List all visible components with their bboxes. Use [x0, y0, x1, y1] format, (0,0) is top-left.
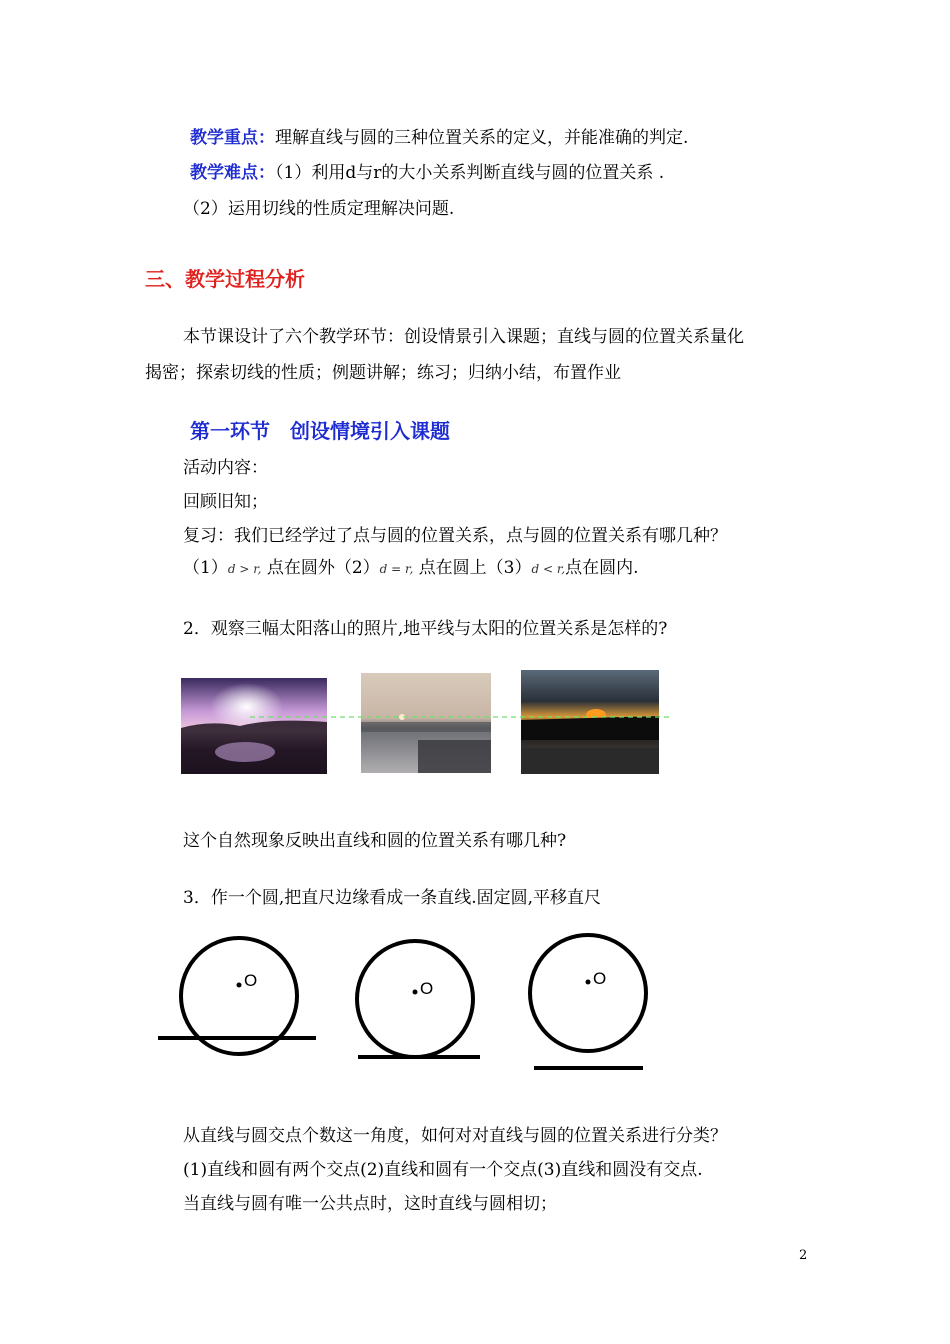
diagram-secant	[158, 938, 316, 1054]
classify-answer: (1)直线和圆有两个交点(2)直线和圆有一个交点(3)直线和圆没有交点.	[183, 1160, 703, 1180]
case-1-math: d > r,	[227, 562, 262, 576]
sunset-photo-1	[181, 678, 327, 774]
sunset-photo-3	[521, 670, 659, 774]
point-circle-cases	[183, 556, 639, 581]
stage-title: 第一环节 创设情境引入课题	[190, 419, 450, 443]
intro-line-2: 揭密；探索切线的性质；例题讲解；练习；归纳小结，布置作业	[145, 363, 621, 383]
review-question: 复习：我们已经学过了点与圆的位置关系，点与圆的位置关系有哪几种？	[183, 526, 727, 546]
question-2-follow: 这个自然现象反映出直线和圆的位置关系有哪几种?	[183, 831, 567, 851]
case-3-text: 点在圆内.	[565, 558, 639, 578]
diagram-tangent	[357, 941, 480, 1057]
page-number: 2	[799, 1248, 808, 1263]
difficult-points-text-1: （1）利用d与r的大小关系判断直线与圆的位置关系 .	[275, 163, 665, 183]
case-1-prefix: （1）	[183, 558, 228, 578]
key-points-line	[190, 126, 688, 150]
center-label-2: O	[420, 979, 434, 998]
tangent-definition: 当直线与圆有唯一公共点时，这时直线与圆相切；	[183, 1194, 557, 1214]
key-points-label: 教学重点：	[190, 128, 275, 148]
circle-line-diagrams	[150, 930, 650, 1080]
case-2-text: 点在圆上（3）	[418, 558, 532, 578]
question-3: 3．作一个圆,把直尺边缘看成一条直线.固定圆,平移直尺	[183, 888, 602, 908]
case-1-text: 点在圆外（2）	[266, 558, 380, 578]
case-3-math: d < r,	[531, 562, 566, 576]
key-points-text: 理解直线与圆的三种位置关系的定义，并能准确的判定.	[275, 128, 689, 148]
activity-label: 活动内容：	[183, 458, 268, 478]
sunset-photos	[170, 660, 680, 785]
case-2-math: d = r,	[379, 562, 414, 576]
diagram-separate	[530, 935, 646, 1068]
review-old-label: 回顾旧知；	[183, 492, 268, 512]
difficult-points-text-2: （2）运用切线的性质定理解决问题.	[183, 199, 455, 219]
center-label-1: O	[244, 971, 258, 990]
center-label-3: O	[593, 969, 607, 988]
section-heading: 三、教学过程分析	[145, 267, 305, 291]
difficult-points-label: 教学难点：	[190, 163, 275, 183]
difficult-points-line	[190, 161, 664, 185]
question-2: 2．观察三幅太阳落山的照片,地平线与太阳的位置关系是怎样的?	[183, 619, 668, 639]
classify-question: 从直线与圆交点个数这一角度，如何对对直线与圆的位置关系进行分类？	[183, 1126, 727, 1146]
sunset-photo-2	[361, 673, 491, 773]
intro-line-1: 本节课设计了六个教学环节：创设情景引入课题；直线与圆的位置关系量化	[183, 327, 744, 347]
